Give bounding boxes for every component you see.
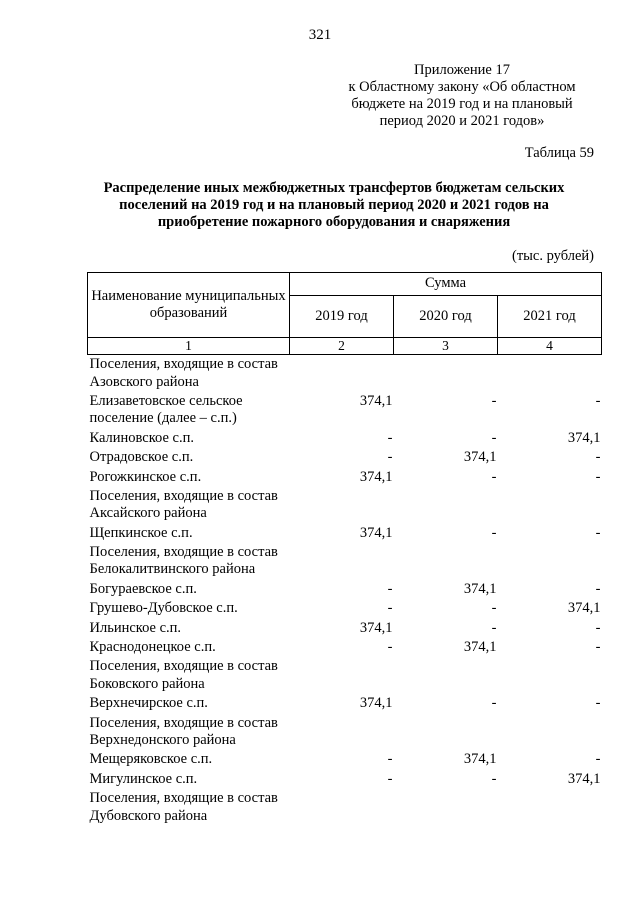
table-row bbox=[88, 714, 602, 751]
value-2020: 374,1 bbox=[463, 580, 497, 597]
column-number: 1 bbox=[88, 338, 290, 355]
transfers-table bbox=[87, 272, 602, 826]
value-2021: - bbox=[595, 468, 601, 485]
municipality-name: Поселения, входящие в состав Азовского района bbox=[89, 356, 278, 390]
table-row bbox=[88, 468, 602, 487]
municipality-name: Поселения, входящие в состав Дубовского района bbox=[89, 790, 278, 824]
column-number: 4 bbox=[498, 338, 602, 355]
value-2020: - bbox=[491, 468, 497, 485]
table-row bbox=[88, 789, 602, 826]
value-2021: - bbox=[595, 580, 601, 597]
value-2019: 374,1 bbox=[359, 695, 393, 712]
municipality-name: Отрадовское с.п. bbox=[89, 449, 194, 466]
table-row bbox=[88, 487, 602, 524]
value-2019: - bbox=[387, 751, 393, 768]
value-2019: - bbox=[387, 449, 393, 466]
table-row bbox=[88, 599, 602, 618]
value-2021: - bbox=[595, 619, 601, 636]
value-2021: - bbox=[595, 751, 601, 768]
value-2020 bbox=[394, 714, 498, 751]
header-year-2021: 2021 год bbox=[498, 296, 602, 338]
appendix-line: к Областному закону «Об областном bbox=[348, 78, 576, 95]
value-2020 bbox=[394, 657, 498, 694]
table-row bbox=[88, 355, 602, 392]
municipality-name: Краснодонецкое с.п. bbox=[89, 639, 216, 656]
municipality-name: Грушево-Дубовское с.п. bbox=[89, 600, 238, 617]
value-2020: - bbox=[491, 770, 497, 787]
transfers-table-container bbox=[87, 272, 601, 826]
value-2021: 374,1 bbox=[567, 770, 601, 787]
value-2021: - bbox=[595, 695, 601, 712]
value-2019: - bbox=[387, 600, 393, 617]
table-row bbox=[88, 448, 602, 467]
municipality-name: Елизаветовское сельское поселение (далее – с.п.) bbox=[89, 392, 243, 427]
value-2021 bbox=[498, 789, 602, 826]
municipality-name: Поселения, входящие в состав Верхнедонского района bbox=[89, 714, 278, 748]
municipality-name: Ильинское с.п. bbox=[89, 619, 182, 636]
municipality-name: Поселения, входящие в состав Аксайского района bbox=[89, 487, 278, 522]
value-2019: - bbox=[387, 429, 393, 446]
value-2020 bbox=[394, 789, 498, 826]
value-2020: - bbox=[491, 392, 497, 409]
table-row bbox=[88, 524, 602, 543]
document-title: Распределение иных межбюджетных трансфертов бюджетам сельских поселений на 2019 год и на плановый период 2020 и 2021 годов на приобретение пожарного оборудования и снаряжения bbox=[103, 180, 565, 231]
units-label: (тыс. рублей) bbox=[512, 248, 594, 264]
page-number: 321 bbox=[308, 27, 332, 43]
value-2020: - bbox=[491, 619, 497, 636]
value-2020 bbox=[394, 543, 498, 580]
value-2020: - bbox=[491, 695, 497, 712]
value-2021: - bbox=[595, 639, 601, 656]
value-2021: - bbox=[595, 524, 601, 541]
header-name bbox=[88, 273, 290, 338]
value-2021 bbox=[498, 355, 602, 392]
municipality-name: Щепкинское с.п. bbox=[89, 524, 193, 541]
value-2019: 374,1 bbox=[359, 524, 393, 541]
value-2019 bbox=[290, 487, 394, 524]
value-2020: - bbox=[491, 524, 497, 541]
header-year-2020: 2020 год bbox=[394, 296, 498, 338]
value-2021: - bbox=[595, 392, 601, 409]
municipality-name: Рогожкинское с.п. bbox=[89, 468, 202, 485]
value-2019 bbox=[290, 355, 394, 392]
municipality-name: Богураевское с.п. bbox=[89, 580, 197, 597]
value-2019: - bbox=[387, 580, 393, 597]
municipality-name: Мигулинское с.п. bbox=[89, 770, 198, 787]
value-2020: 374,1 bbox=[463, 639, 497, 656]
municipality-name: Верхнечирское с.п. bbox=[89, 695, 208, 712]
header-year-2019: 2019 год bbox=[290, 296, 394, 338]
value-2020 bbox=[394, 355, 498, 392]
table-row bbox=[88, 543, 602, 580]
header-sum: Сумма bbox=[290, 273, 602, 296]
appendix-line: Приложение 17 bbox=[414, 62, 510, 78]
municipality-name: Мещеряковское с.п. bbox=[89, 751, 213, 768]
table-row bbox=[88, 657, 602, 694]
table-number: Таблица 59 bbox=[524, 145, 594, 161]
value-2021: 374,1 bbox=[567, 600, 601, 617]
value-2019: 374,1 bbox=[359, 619, 393, 636]
value-2021 bbox=[498, 487, 602, 524]
header-name-text: Наименование муниципальных образований bbox=[91, 287, 286, 321]
table-row bbox=[88, 638, 602, 657]
appendix-line: период 2020 и 2021 годов» bbox=[379, 112, 545, 129]
value-2020: - bbox=[491, 600, 497, 617]
value-2019 bbox=[290, 714, 394, 751]
appendix-header bbox=[332, 62, 592, 130]
table-row bbox=[88, 770, 602, 789]
column-number: 3 bbox=[394, 338, 498, 355]
value-2021 bbox=[498, 657, 602, 694]
municipality-name: Калиновское с.п. bbox=[89, 429, 194, 446]
value-2019 bbox=[290, 789, 394, 826]
appendix-line: бюджете на 2019 год и на плановый bbox=[351, 95, 573, 112]
value-2020 bbox=[394, 487, 498, 524]
value-2021 bbox=[498, 714, 602, 751]
value-2020: 374,1 bbox=[463, 449, 497, 466]
table-row bbox=[88, 619, 602, 638]
value-2019 bbox=[290, 657, 394, 694]
municipality-name: Поселения, входящие в состав Боковского района bbox=[89, 658, 278, 692]
value-2020: - bbox=[491, 429, 497, 446]
table-row bbox=[88, 429, 602, 448]
column-number: 2 bbox=[290, 338, 394, 355]
table-row bbox=[88, 750, 602, 769]
municipality-name: Поселения, входящие в состав Белокалитвинского района bbox=[89, 544, 278, 578]
value-2019 bbox=[290, 543, 394, 580]
table-body bbox=[88, 355, 602, 826]
value-2021 bbox=[498, 543, 602, 580]
value-2021: 374,1 bbox=[567, 429, 601, 446]
value-2019: - bbox=[387, 770, 393, 787]
table-row bbox=[88, 392, 602, 429]
value-2021: - bbox=[595, 449, 601, 466]
value-2019: - bbox=[387, 639, 393, 656]
value-2019: 374,1 bbox=[359, 468, 393, 485]
table-row bbox=[88, 694, 602, 713]
value-2019: 374,1 bbox=[359, 392, 393, 409]
table-row bbox=[88, 580, 602, 599]
value-2020: 374,1 bbox=[463, 751, 497, 768]
